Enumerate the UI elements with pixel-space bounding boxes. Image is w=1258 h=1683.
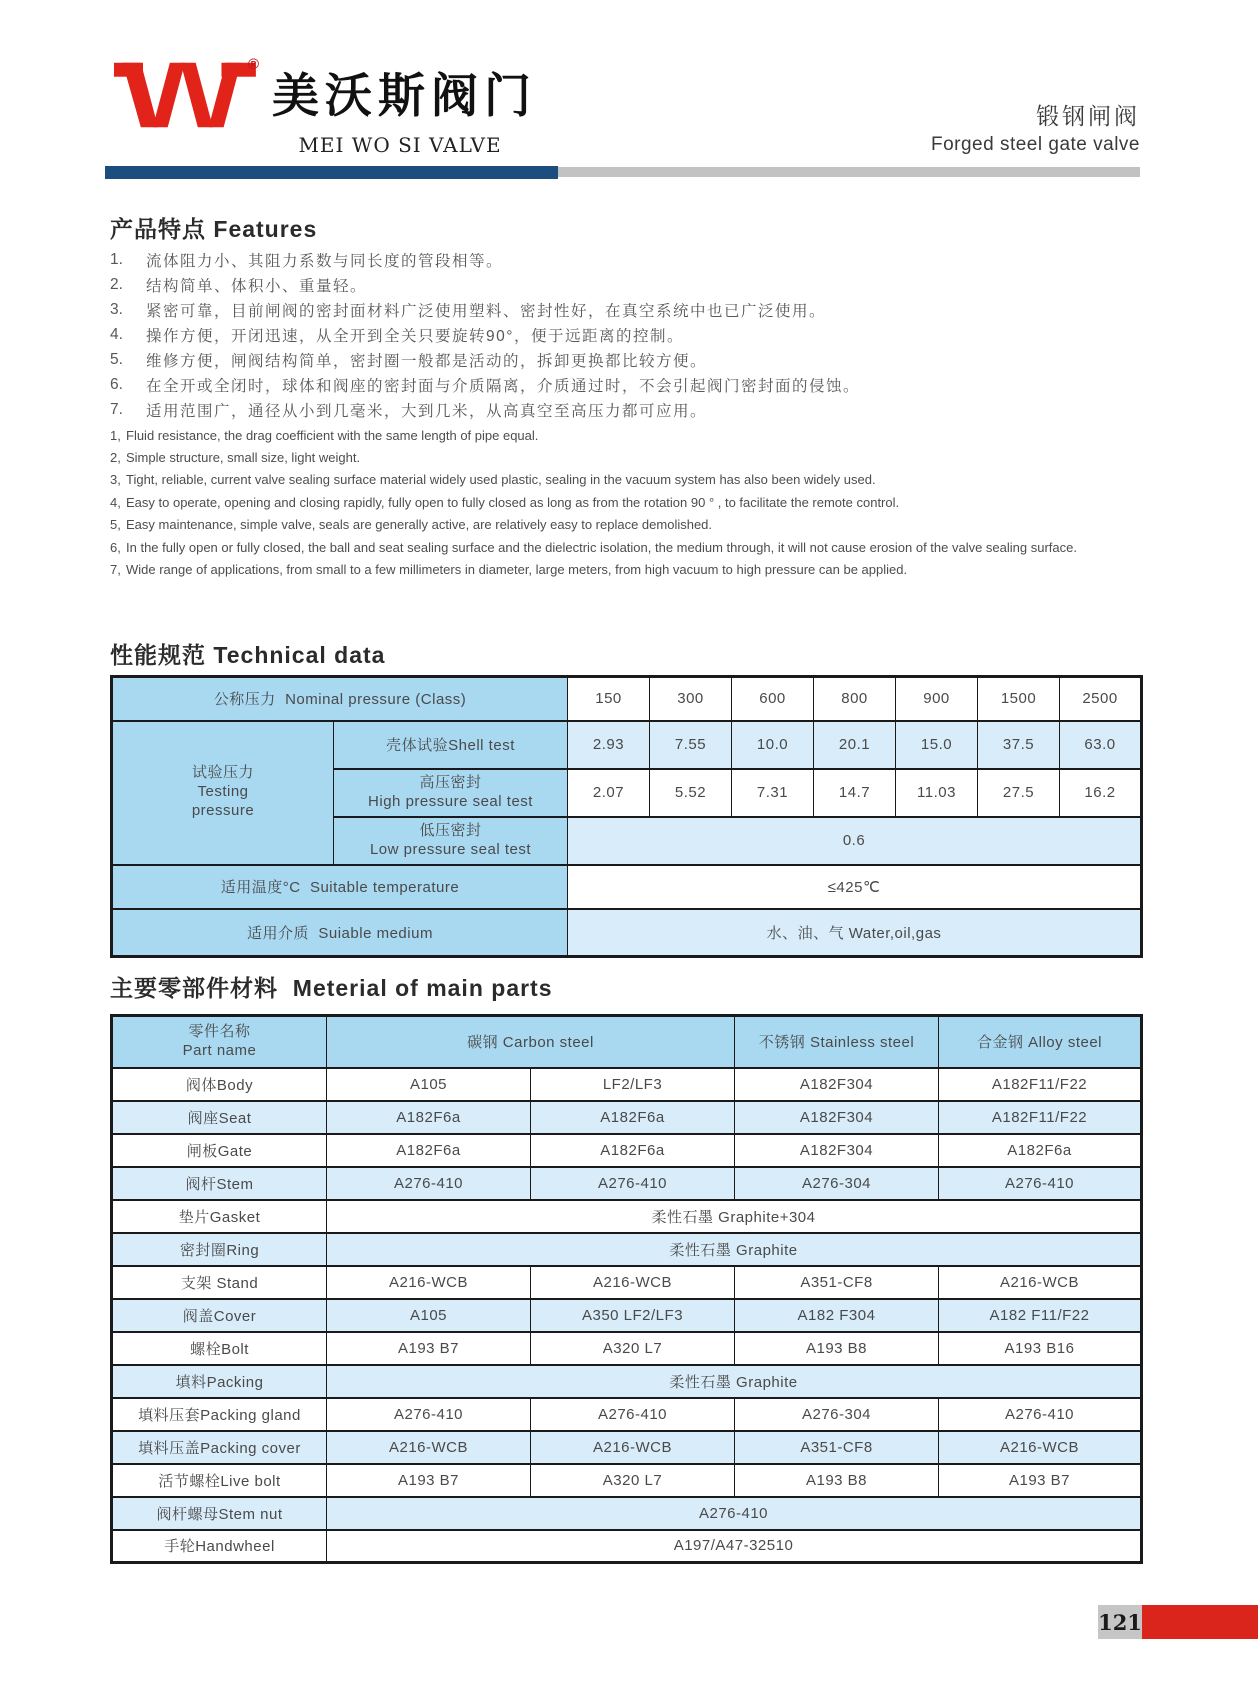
material-cell: A216-WCB [327,1431,531,1464]
material-cell: A193 B8 [735,1332,939,1365]
part-name-cell: 填料压套Packing gland [112,1398,327,1431]
feature-number: 5, [110,517,121,533]
material-cell: A276-410 [531,1167,735,1200]
label-line: pressure [191,801,255,819]
material-cell: A182F6a [939,1134,1142,1167]
material-cell: A276-410 [531,1398,735,1431]
feature-text: 结构简单、体积小、重量轻。 [146,277,368,295]
table-row [112,1266,1142,1299]
class-cell: 2500 [1060,677,1142,721]
temperature-label-cell: 适用温度°C Suitable temperature [112,865,568,909]
merged-material-cell: 柔性石墨 Graphite+304 [327,1200,1142,1233]
feature-text: Easy maintenance, simple valve, seals are generally active, are relatively easy to replace demolished. [126,517,713,533]
part-name-cell: 螺栓Bolt [112,1332,327,1365]
feature-number: 5. [110,350,123,368]
table-row [112,1332,1142,1365]
part-name-cell: 支架 Stand [112,1266,327,1299]
feature-item-cn [110,272,1160,297]
product-title-block [931,98,1140,156]
part-name-cell: 阀盖Cover [112,1299,327,1332]
table-header-row [112,1016,1142,1068]
feature-text: Simple structure, small size, light weight. [126,450,361,466]
material-cell: A216-WCB [939,1431,1142,1464]
merged-material-cell: A276-410 [327,1497,1142,1530]
feature-text: In the fully open or fully closed, the ball and seat sealing surface and the dielectric isolation, the medium through, it will not cause erosion of the valve sealing surface. [126,539,1077,555]
medium-value-cell: 水、油、气 Water,oil,gas [568,909,1142,957]
materials-table [110,1014,1143,1564]
value-cell: 14.7 [814,769,896,817]
part-name-header-cell [112,1016,327,1068]
table-row [112,1431,1142,1464]
class-cell: 1500 [978,677,1060,721]
feature-text: 紧密可靠，目前闸阀的密封面材料广泛使用塑料、密封性好，在真空系统中也已广泛使用。 [146,302,827,320]
material-cell: A276-410 [939,1398,1142,1431]
technical-section-title: 性能规范 Technical data [110,642,386,668]
value-cell: 7.31 [732,769,814,817]
material-cell: A350 LF2/LF3 [531,1299,735,1332]
merged-material-cell: 柔性石墨 Graphite [327,1233,1142,1266]
material-cell: A193 B7 [327,1332,531,1365]
feature-text: 维修方便，闸阀结构简单，密封圈一般都是活动的，拆卸更换都比较方便。 [146,352,708,370]
material-cell: A182F11/F22 [939,1068,1142,1101]
low-pressure-value-cell: 0.6 [568,817,1142,865]
feature-number: 7. [110,400,123,418]
table-row [112,1068,1142,1101]
table-row [112,1497,1142,1530]
material-cell: A182F11/F22 [939,1101,1142,1134]
material-cell: A182F304 [735,1134,939,1167]
feature-text: 适用范围广，通径从小到几毫米，大到几米，从高真空至高压力都可应用。 [146,402,708,420]
feature-item-en [110,469,1170,491]
class-cell: 600 [732,677,814,721]
label-line: Low pressure seal test [369,840,532,858]
table-row [112,1134,1142,1167]
material-cell: A320 L7 [531,1332,735,1365]
table-row [112,1464,1142,1497]
label-line: Part name [182,1041,257,1059]
divider-blue-segment [105,166,558,179]
feature-text: 在全开或全闭时，球体和阀座的密封面与介质隔离，介质通过时，不会引起阀门密封面的侵蚀。 [146,377,861,395]
value-cell: 37.5 [978,721,1060,769]
brand-name-chinese: 美沃斯阀门 [272,69,537,124]
part-name-cell: 活节螺栓Live bolt [112,1464,327,1497]
material-cell: A276-410 [327,1167,531,1200]
part-name-cell: 填料压盖Packing cover [112,1431,327,1464]
material-cell: A276-304 [735,1398,939,1431]
value-cell: 15.0 [896,721,978,769]
carbon-steel-header-cell: 碳钢 Carbon steel [327,1016,735,1068]
value-cell: 11.03 [896,769,978,817]
feature-item-en [110,514,1170,536]
merged-material-cell: A197/A47-32510 [327,1530,1142,1563]
registered-trademark-icon: ® [248,56,260,73]
class-cell: 800 [814,677,896,721]
feature-item-en [110,558,1170,580]
feature-item-en [110,536,1170,558]
product-title-en: Forged steel gate valve [930,134,1140,155]
value-cell: 7.55 [650,721,732,769]
table-row [112,1530,1142,1563]
feature-item-cn [110,297,1160,322]
feature-item-cn [110,372,1160,397]
feature-item-cn [110,247,1160,272]
value-cell: 16.2 [1060,769,1142,817]
footer-red-bar [1142,1605,1258,1639]
class-cell: 900 [896,677,978,721]
feature-number: 1. [110,250,123,268]
table-row [112,721,1142,769]
part-name-cell: 垫片Gasket [112,1200,327,1233]
technical-data-table [110,675,1143,958]
medium-label-cell: 适用介质 Suiable medium [112,909,568,957]
feature-text: Easy to operate, opening and closing rapidly, fully open to fully closed as long as from the rotation 90 ° , to facilitate the remote control. [126,494,900,510]
feature-text: 流体阻力小、其阻力系数与同长度的管段相等。 [146,252,504,270]
divider-gray-segment [558,167,1140,177]
feature-number: 3, [110,472,121,488]
material-cell: A193 B16 [939,1332,1142,1365]
table-row [112,865,1142,909]
material-cell: A193 B7 [939,1464,1142,1497]
table-row [112,1365,1142,1398]
feature-text: Fluid resistance, the drag coefficient with the same length of pipe equal. [126,427,539,443]
label-line: 低压密封 [419,821,482,839]
feature-item-cn [110,397,1160,422]
table-row [112,1167,1142,1200]
part-name-cell: 阀座Seat [112,1101,327,1134]
feature-item-en [110,491,1170,513]
value-cell: 10.0 [732,721,814,769]
feature-number: 6, [110,539,121,555]
material-cell: A216-WCB [327,1266,531,1299]
feature-number: 4. [110,325,123,343]
material-cell: A182F6a [327,1101,531,1134]
feature-number: 2. [110,275,123,293]
material-cell: A216-WCB [939,1266,1142,1299]
feature-text: Wide range of applications, from small to a few millimeters in diameter, large meters, from high vacuum to high pressure can be applied. [126,562,908,578]
feature-number: 6. [110,375,123,393]
material-cell: A216-WCB [531,1266,735,1299]
value-cell: 20.1 [814,721,896,769]
value-cell: 5.52 [650,769,732,817]
part-name-cell: 手轮Handwheel [112,1530,327,1563]
label-line: High pressure seal test [368,792,533,810]
part-name-cell: 闸板Gate [112,1134,327,1167]
page-number-badge: 121 [1098,1605,1142,1639]
class-cell: 150 [568,677,650,721]
label-line: 高压密封 [419,773,482,791]
feature-item-cn [110,322,1160,347]
nominal-pressure-label-cell: 公称压力 Nominal pressure (Class) [112,677,568,721]
feature-number: 3. [110,300,123,318]
material-cell: A193 B7 [327,1464,531,1497]
feature-number: 2, [110,450,121,466]
material-cell: A182F304 [735,1068,939,1101]
label-line: Testing [197,783,249,801]
product-title-cn: 锻钢闸阀 [1036,103,1140,129]
testing-pressure-label-cell [112,721,334,865]
material-cell: A351-CF8 [735,1431,939,1464]
value-cell: 27.5 [978,769,1060,817]
part-name-cell: 填料Packing [112,1365,327,1398]
high-pressure-seal-label-cell [334,769,568,817]
feature-number: 1, [110,427,121,443]
brand-logo [112,52,260,138]
merged-material-cell: 柔性石墨 Graphite [327,1365,1142,1398]
value-cell: 63.0 [1060,721,1142,769]
features-section-title: 产品特点 Features [110,216,318,242]
material-cell: A182F6a [531,1101,735,1134]
low-pressure-seal-label-cell [334,817,568,865]
stainless-steel-header-cell: 不锈钢 Stainless steel [735,1016,939,1068]
material-cell: A276-410 [939,1167,1142,1200]
label-line: 零件名称 [188,1023,251,1040]
temperature-value-cell: ≤425℃ [568,865,1142,909]
alloy-steel-header-cell: 合金钢 Alloy steel [939,1016,1142,1068]
brand-name-english: MEI WO SI VALVE [298,133,502,157]
material-cell: A105 [327,1068,531,1101]
brand-logo-w-icon [112,52,260,138]
material-cell: A182F6a [327,1134,531,1167]
material-cell: A276-410 [327,1398,531,1431]
part-name-cell: 阀体Body [112,1068,327,1101]
value-cell: 2.93 [568,721,650,769]
table-row [112,677,1142,721]
feature-item-en [110,424,1170,446]
features-list-english [110,424,1170,581]
material-cell: LF2/LF3 [531,1068,735,1101]
feature-text: Tight, reliable, current valve sealing surface material widely used plastic, sealing in the vacuum system has also been widely used. [126,472,876,488]
material-cell: A216-WCB [531,1431,735,1464]
feature-item-en [110,446,1170,468]
table-row [112,1101,1142,1134]
value-cell: 2.07 [568,769,650,817]
material-cell: A193 B8 [735,1464,939,1497]
material-cell: A320 L7 [531,1464,735,1497]
material-cell: A276-304 [735,1167,939,1200]
table-row [112,1299,1142,1332]
feature-item-cn [110,347,1160,372]
features-list-chinese [110,247,1160,422]
class-cell: 300 [650,677,732,721]
part-name-cell: 阀杆Stem [112,1167,327,1200]
table-row [112,909,1142,957]
feature-number: 4, [110,494,121,510]
material-cell: A182F304 [735,1101,939,1134]
materials-section-title: 主要零部件材料 Meterial of main parts [110,975,553,1001]
material-cell: A105 [327,1299,531,1332]
table-row [112,1200,1142,1233]
label-line: 试验压力 [191,764,254,782]
table-row [112,1233,1142,1266]
material-cell: A182 F11/F22 [939,1299,1142,1332]
part-name-cell: 密封圈Ring [112,1233,327,1266]
material-cell: A182 F304 [735,1299,939,1332]
material-cell: A182F6a [531,1134,735,1167]
header-divider-bar [105,165,1140,179]
part-name-cell: 阀杆螺母Stem nut [112,1497,327,1530]
material-cell: A351-CF8 [735,1266,939,1299]
feature-text: 操作方便，开闭迅速，从全开到全关只要旋转90°，便于远距离的控制。 [146,327,684,345]
table-row [112,1398,1142,1431]
feature-number: 7, [110,562,121,578]
shell-test-label-cell: 壳体试验Shell test [334,721,568,769]
